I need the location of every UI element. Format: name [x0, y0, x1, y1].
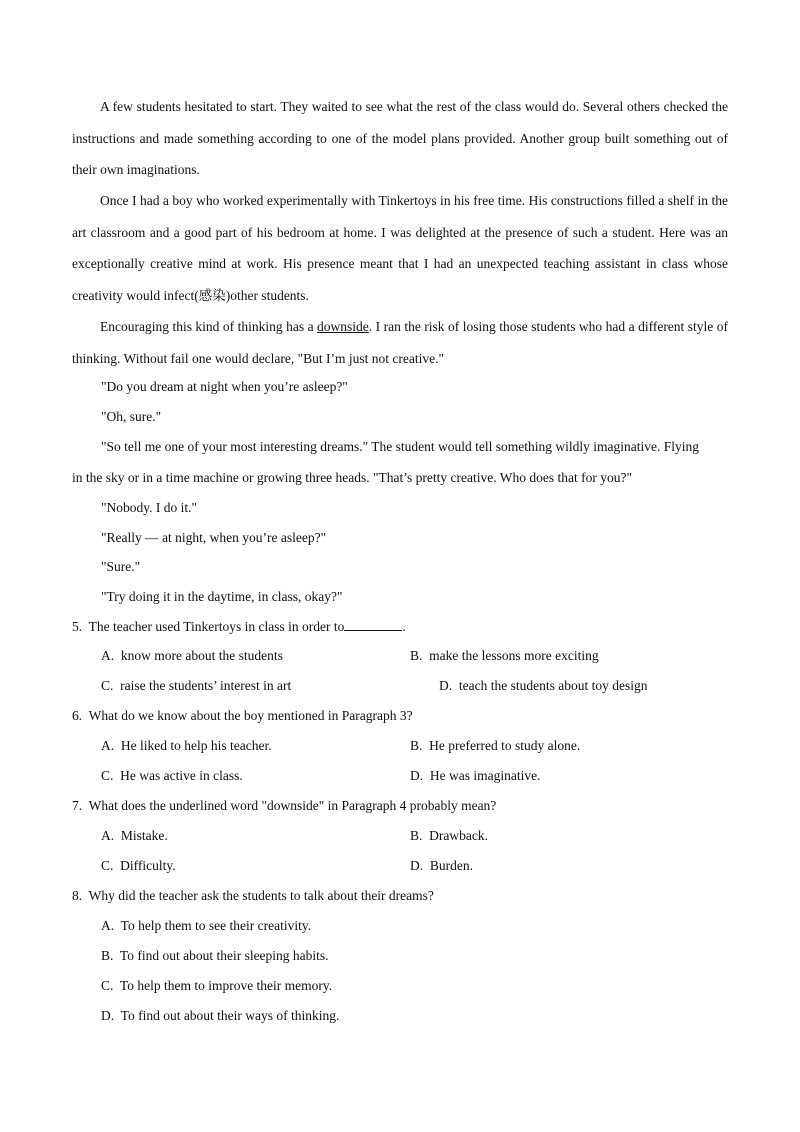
option-text: make the lessons more exciting	[429, 648, 599, 663]
option-letter: B.	[101, 948, 114, 963]
option-c	[101, 676, 291, 696]
option-text: know more about the students	[120, 648, 283, 663]
option-c	[101, 976, 332, 996]
option-letter: B.	[410, 648, 423, 663]
option-b	[410, 826, 488, 846]
dialogue-line: "Do you dream at night when you’re asleep?"	[101, 379, 348, 394]
option-text: teach the students about toy design	[458, 678, 648, 693]
option-d	[101, 1006, 339, 1026]
question-text: Why did the teacher ask the students to talk about their dreams?	[88, 888, 434, 903]
option-letter: D.	[101, 1008, 115, 1023]
passage-paragraph-1: A few students hesitated to start. They waited to see what the rest of the class would do. Several others checked the instructions and made something according to one of the model plans provided. Another group built something out of their own imaginations.	[72, 99, 728, 177]
passage-paragraph-2: Once I had a boy who worked experimentally with Tinkertoys in his free time. His constructions filled a shelf in the art classroom and a good part of his bedroom at home. I was delighted at the presence of such a student. Here was an exceptionally creative mind at work. His presence meant that I had an unexpected teaching assistant in class whose creativity would infect(感染)other students.	[72, 193, 728, 303]
option-text: He was imaginative.	[429, 768, 541, 783]
option-letter: A.	[101, 738, 115, 753]
option-letter: C.	[101, 768, 114, 783]
option-c	[101, 766, 243, 786]
option-c	[101, 856, 176, 876]
option-text: Burden.	[429, 858, 473, 873]
passage-paragraph-3	[72, 311, 728, 374]
option-letter: A.	[101, 918, 115, 933]
option-b	[410, 736, 580, 756]
answer-blank	[344, 617, 402, 631]
paragraph-3-text-start: Encouraging this kind of thinking has a	[100, 319, 318, 334]
option-letter: C.	[101, 978, 114, 993]
question-text: What do we know about the boy mentioned in Paragraph 3?	[88, 708, 413, 723]
option-text: He was active in class.	[120, 768, 243, 783]
dialogue-line: "Oh, sure."	[101, 409, 162, 424]
option-text: Drawback.	[429, 828, 488, 843]
question-number: 6.	[72, 708, 83, 723]
option-b	[410, 646, 599, 666]
option-text: He preferred to study alone.	[429, 738, 581, 753]
option-letter: B.	[410, 828, 423, 843]
option-letter: A.	[101, 648, 115, 663]
option-a	[101, 646, 283, 666]
option-letter: C.	[101, 678, 114, 693]
question-8	[72, 886, 434, 906]
option-text: To find out about their ways of thinking.	[120, 1008, 340, 1023]
option-a	[101, 916, 311, 936]
option-text: Mistake.	[120, 828, 168, 843]
dialogue-line: "Sure."	[101, 559, 141, 574]
option-letter: D.	[410, 858, 424, 873]
option-text: He liked to help his teacher.	[120, 738, 272, 753]
question-text: The teacher used Tinkertoys in class in order to	[88, 619, 345, 634]
option-a	[101, 736, 272, 756]
dream-paragraph-line-1: "So tell me one of your most interesting dreams." The student would tell something wildly imaginative. Flying	[101, 439, 699, 454]
dream-paragraph-line-2: in the sky or in a time machine or growing three heads. "That’s pretty creative. Who does that for you?"	[72, 470, 632, 485]
option-text: Difficulty.	[120, 858, 176, 873]
option-letter: C.	[101, 858, 114, 873]
question-5	[72, 617, 406, 637]
question-text: What does the underlined word "downside" in Paragraph 4 probably mean?	[88, 798, 497, 813]
option-b	[101, 946, 329, 966]
question-6	[72, 706, 413, 726]
option-d	[410, 766, 540, 786]
dialogue-line: "Nobody. I do it."	[101, 500, 198, 515]
option-letter: D.	[410, 768, 424, 783]
question-number: 5.	[72, 619, 83, 634]
option-letter: B.	[410, 738, 423, 753]
option-text: raise the students’ interest in art	[120, 678, 292, 693]
option-d	[410, 856, 473, 876]
question-number: 8.	[72, 888, 83, 903]
paragraph-3-text-end: . I ran the risk of losing those students who had a different style of thinking. Without fail one would declare, "But I’m just not creative."	[72, 319, 728, 366]
option-text: To help them to see their creativity.	[120, 918, 312, 933]
option-letter: D.	[439, 678, 453, 693]
option-d	[439, 676, 647, 696]
option-text: To find out about their sleeping habits.	[119, 948, 329, 963]
dialogue-line: "Really — at night, when you’re asleep?"	[101, 530, 327, 545]
dialogue-line: "Try doing it in the daytime, in class, okay?"	[101, 589, 343, 604]
question-number: 7.	[72, 798, 83, 813]
question-7	[72, 796, 496, 816]
question-end-punctuation: .	[402, 619, 406, 634]
option-letter: A.	[101, 828, 115, 843]
option-text: To help them to improve their memory.	[119, 978, 333, 993]
underlined-word-downside: downside	[317, 319, 369, 334]
option-a	[101, 826, 168, 846]
